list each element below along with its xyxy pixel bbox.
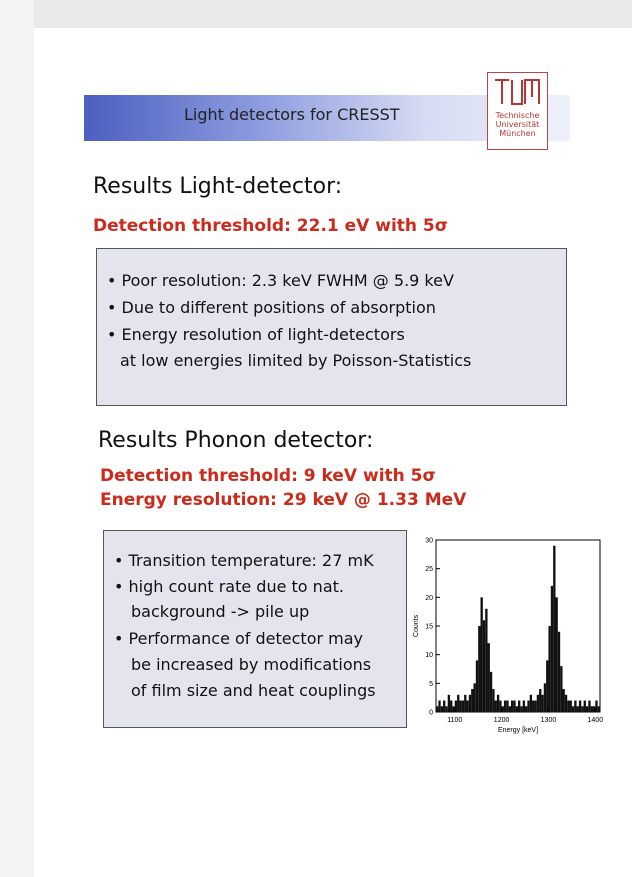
histogram-bar xyxy=(544,683,546,712)
histogram-bar xyxy=(457,695,459,712)
phonon-bullet-2-cont: background -> pile up xyxy=(131,602,310,621)
phonon-bullet-3-cont-2: of film size and heat couplings xyxy=(131,681,376,700)
x-tick-label: 1300 xyxy=(540,717,557,724)
histogram-bar xyxy=(438,701,440,712)
histogram-bar xyxy=(579,701,581,712)
x-tick-label: 1400 xyxy=(587,717,604,724)
histogram-bar xyxy=(445,706,447,712)
plot-frame xyxy=(436,540,600,712)
scan-left-band xyxy=(0,0,34,877)
phonon-bullet-3-cont-1: be increased by modifications xyxy=(131,655,372,674)
light-detector-heading: Results Light-detector: xyxy=(93,174,343,199)
histogram-bar xyxy=(530,695,532,712)
y-tick-label: 10 xyxy=(425,652,433,660)
histogram-bar xyxy=(516,706,518,712)
phonon-detector-box xyxy=(103,530,407,728)
x-tick-label: 1200 xyxy=(493,717,510,724)
logo-line-1: Technische xyxy=(495,111,540,120)
histogram-bar xyxy=(534,701,536,712)
phonon-detector-heading: Results Phonon detector: xyxy=(98,428,374,453)
histogram-bar xyxy=(565,695,567,712)
histogram-bar xyxy=(450,701,452,712)
light-bullet-3-cont: at low energies limited by Poisson-Statistics xyxy=(120,351,472,370)
logo-line-3: München xyxy=(499,129,536,138)
histogram-bar xyxy=(541,695,543,712)
x-axis-label: Energy [keV] xyxy=(497,727,539,734)
y-tick-label: 20 xyxy=(425,594,433,602)
histogram-bar xyxy=(504,701,506,712)
histogram-bar xyxy=(558,632,560,712)
histogram-bar xyxy=(488,643,490,712)
logo-line-2: Universität xyxy=(495,120,540,129)
histogram-bar xyxy=(598,706,600,712)
phonon-detection-threshold: Detection threshold: 9 keV with 5σ xyxy=(100,466,436,486)
histogram-bar xyxy=(577,706,579,712)
histogram-bar xyxy=(553,546,555,712)
histogram-bar xyxy=(525,706,527,712)
y-tick-label: 15 xyxy=(425,623,433,631)
phonon-bullet-2: • high count rate due to nat. xyxy=(114,577,344,596)
histogram-bar xyxy=(548,626,550,712)
histogram-bar xyxy=(591,706,593,712)
histogram-bar xyxy=(492,689,494,712)
histogram-bar xyxy=(570,701,572,712)
histogram-bar xyxy=(532,701,534,712)
histogram-bar xyxy=(551,586,553,712)
histogram-bar xyxy=(567,701,569,712)
y-tick-label: 25 xyxy=(425,566,433,574)
scan-top-band xyxy=(0,0,632,28)
histogram-bar xyxy=(588,701,590,712)
histogram-bar xyxy=(436,706,438,712)
histogram-bar xyxy=(459,701,461,712)
slide-title: Light detectors for CRESST xyxy=(184,105,400,124)
histogram-bar xyxy=(490,672,492,712)
light-detector-box xyxy=(96,248,567,406)
histogram-bar xyxy=(563,689,565,712)
histogram-bar xyxy=(469,695,471,712)
y-tick-label: 5 xyxy=(429,680,433,688)
light-bullet-1: • Poor resolution: 2.3 keV FWHM @ 5.9 keV xyxy=(107,271,454,290)
histogram-bar xyxy=(539,689,541,712)
histogram-bar xyxy=(509,706,511,712)
histogram-bar xyxy=(464,695,466,712)
phonon-bullet-1: • Transition temperature: 27 mK xyxy=(114,551,374,570)
light-detection-threshold: Detection threshold: 22.1 eV with 5σ xyxy=(93,216,448,236)
histogram-bar xyxy=(560,666,562,712)
histogram-bar xyxy=(523,701,525,712)
histogram-bar xyxy=(537,695,539,712)
x-tick-label: 1100 xyxy=(447,717,463,724)
histogram-bar xyxy=(495,701,497,712)
y-tick-label: 0 xyxy=(429,709,433,717)
histogram-bar xyxy=(581,706,583,712)
histogram-bar xyxy=(518,701,520,712)
histogram-bar xyxy=(443,701,445,712)
histogram-bar xyxy=(527,701,529,712)
y-axis-label: Counts xyxy=(413,614,420,638)
histogram-bar xyxy=(483,620,485,712)
histogram-bar xyxy=(441,706,443,712)
phonon-bullet-3: • Performance of detector may xyxy=(114,629,364,648)
light-bullet-2: • Due to different positions of absorption xyxy=(107,298,436,317)
y-tick-label: 30 xyxy=(425,537,433,545)
histogram-bar xyxy=(485,609,487,712)
histogram-bar xyxy=(478,626,480,712)
histogram-bar xyxy=(448,695,450,712)
histogram-bar xyxy=(497,695,499,712)
histogram-bar xyxy=(471,689,473,712)
histogram-bar xyxy=(520,706,522,712)
histogram-bar xyxy=(476,660,478,712)
histogram-bar xyxy=(511,701,513,712)
histogram-bar xyxy=(506,701,508,712)
light-bullet-3: • Energy resolution of light-detectors xyxy=(107,325,405,344)
histogram-bar xyxy=(513,701,515,712)
histogram-bar xyxy=(546,660,548,712)
histogram-bar xyxy=(572,706,574,712)
tum-logo xyxy=(487,72,548,150)
histogram-bar xyxy=(466,701,468,712)
histogram-bar xyxy=(574,701,576,712)
histogram-bar xyxy=(586,706,588,712)
phonon-energy-resolution: Energy resolution: 29 keV @ 1.33 MeV xyxy=(100,490,467,510)
energy-spectrum-chart xyxy=(410,528,610,740)
histogram-bar xyxy=(555,597,557,712)
histogram-bar xyxy=(473,683,475,712)
histogram-bar xyxy=(481,597,483,712)
histogram-bar xyxy=(584,701,586,712)
histogram-bar xyxy=(462,701,464,712)
tum-logo-mark-icon xyxy=(494,79,540,105)
